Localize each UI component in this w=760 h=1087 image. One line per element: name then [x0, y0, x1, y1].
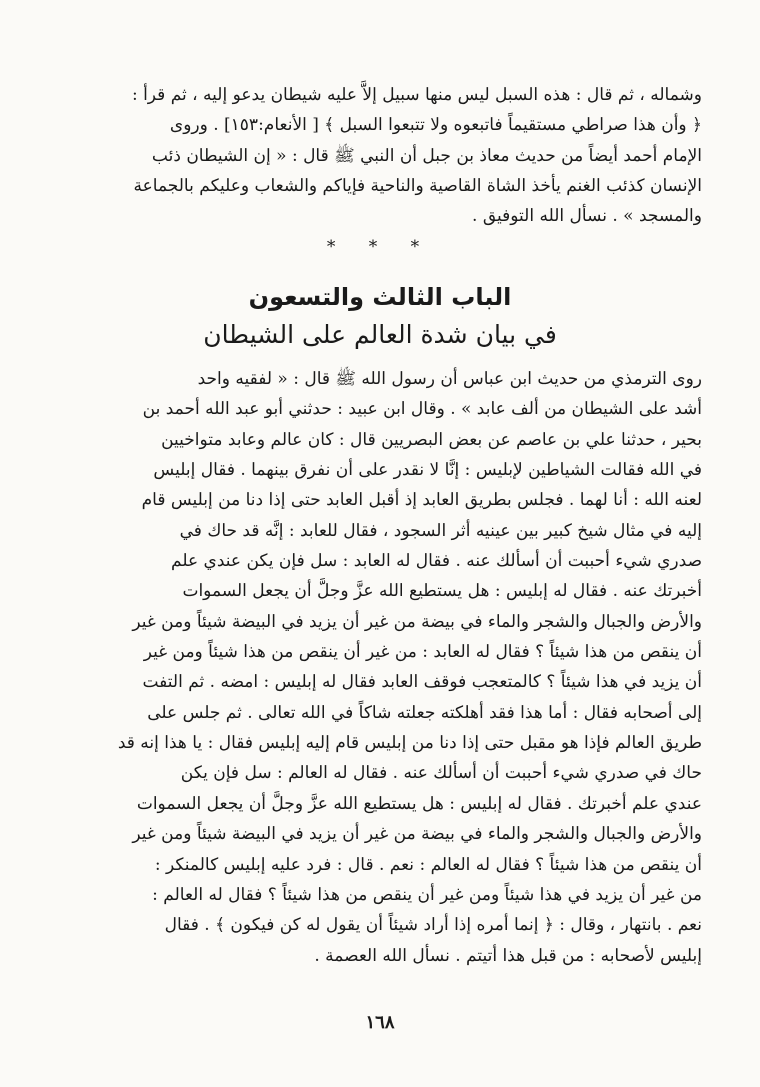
- top-paragraph: [78, 80, 702, 231]
- chapter-subtitle: في بيان شدة العالم على الشيطان: [203, 320, 557, 349]
- text-line: وشماله ، ثم قال : هذه السبل ليس منها سبيل إلاَّ عليه شيطان يدعو إليه ، ثم قرأ :: [131, 85, 702, 105]
- page-number: ١٦٨: [365, 1012, 395, 1033]
- text-line: الإمام أحمد أيضاً من حديث معاذ بن جبل أن النبي ﷺ قال : « إن الشيطان ذئب: [151, 145, 702, 166]
- text-line: إليه في مثال شيخ كبير بين عينيه أثر السجود ، فقال للعابد : إنَّه قد حاك في: [179, 520, 702, 541]
- text-line: إبليس لأصحابه : من قبل هذا أتيتم . نسأل الله العصمة .: [314, 945, 702, 966]
- text-line: لعنه الله : أنا لهما . فجلس بطريق العابد إذ أقبل العابد حتى إذا دنا من إبليس قام: [141, 490, 702, 511]
- text-line: في الله فقالت الشياطين لإبليس : إنَّا لا نقدر على أن نفرق بينهما . فقال إبليس: [153, 460, 702, 481]
- main-paragraph: [78, 364, 702, 971]
- text-line: والمسجد » . نسأل الله التوفيق .: [472, 206, 702, 227]
- text-line: بحير ، حدثنا علي بن عاصم عن بعض البصريين قال : كان عالم وعابد متواخيين: [161, 429, 702, 450]
- text-line: صدري شيء أحببت أن أسألك عنه . فقال له العابد : سل فإن يكن عندي علم: [171, 551, 702, 572]
- text-line: الإنسان كذئب الغنم يأخذ الشاة القاصية والناحية فإياكم والشعاب وعليكم بالجماعة: [133, 175, 702, 196]
- text-line: والأرض والجبال والشجر والماء في بيضة من غير أن يزيد في البيضة شيئاً ومن غير: [132, 824, 702, 845]
- text-line: أن ينقص من هذا شيئاً ؟ فقال له العالم : نعم . قال : فرد عليه إبليس كالمنكر :: [154, 854, 702, 875]
- text-line: من غير أن يزيد في هذا شيئاً ومن غير أن ينقص من هذا شيئاً ؟ فقال له العالم :: [152, 884, 702, 905]
- text-line: عندي علم أخبرتك . فقال له إبليس : هل يستطيع الله عزَّ وجلَّ أن يجعل السموات: [136, 793, 702, 814]
- section-divider: * * *: [326, 237, 434, 257]
- text-line: حاك في صدري شيء أحببت أن أسألك عنه . فقال له العالم : سل فإن يكن: [180, 763, 702, 784]
- text-line: أن يزيد في هذا شيئاً ؟ كالمتعجب فوقف العابد فقال له إبليس : امضه . ثم التفت: [142, 672, 702, 693]
- text-line: روى الترمذي من حديث ابن عباس أن رسول الله ﷺ قال : « لفقيه واحد: [197, 369, 702, 389]
- chapter-title: الباب الثالث والتسعون: [248, 283, 512, 311]
- text-line: أشد على الشيطان من ألف عابد » . وقال ابن عبيد : حدثني أبو عبد الله أحمد بن: [142, 399, 702, 420]
- text-line: نعم . بانتهار ، وقال : ﴿ إنما أمره إذا أراد شيئاً أن يقول له كن فيكون ﴾ . فقال: [164, 915, 702, 936]
- text-line: إلى أصحابه فقال : أما هذا فقد أهلكته جعلته شاكاً في الله تعالى . ثم جلس على: [147, 702, 702, 723]
- text-line: والأرض والجبال والشجر والماء في بيضة من غير أن يزيد في البيضة شيئاً ومن غير: [132, 611, 702, 632]
- text-line: طريق العالم فإذا هو مقبل حتى إذا دنا من إبليس قام إليه إبليس فقال : يا هذا إنه قد: [117, 733, 702, 754]
- text-line: أخبرتك عنه . فقال له إبليس : هل يستطيع الله عزَّ وجلَّ أن يجعل السموات: [182, 581, 702, 602]
- text-line: أن ينقص من هذا شيئاً ؟ فقال له العابد : من غير أن ينقص من هذا شيئاً ومن غير: [143, 642, 702, 663]
- text-line: ﴿ وأن هذا صراطي مستقيماً فاتبعوه ولا تتبعوا السبل ﴾ [ الأنعام:١٥٣] . وروى: [169, 115, 702, 136]
